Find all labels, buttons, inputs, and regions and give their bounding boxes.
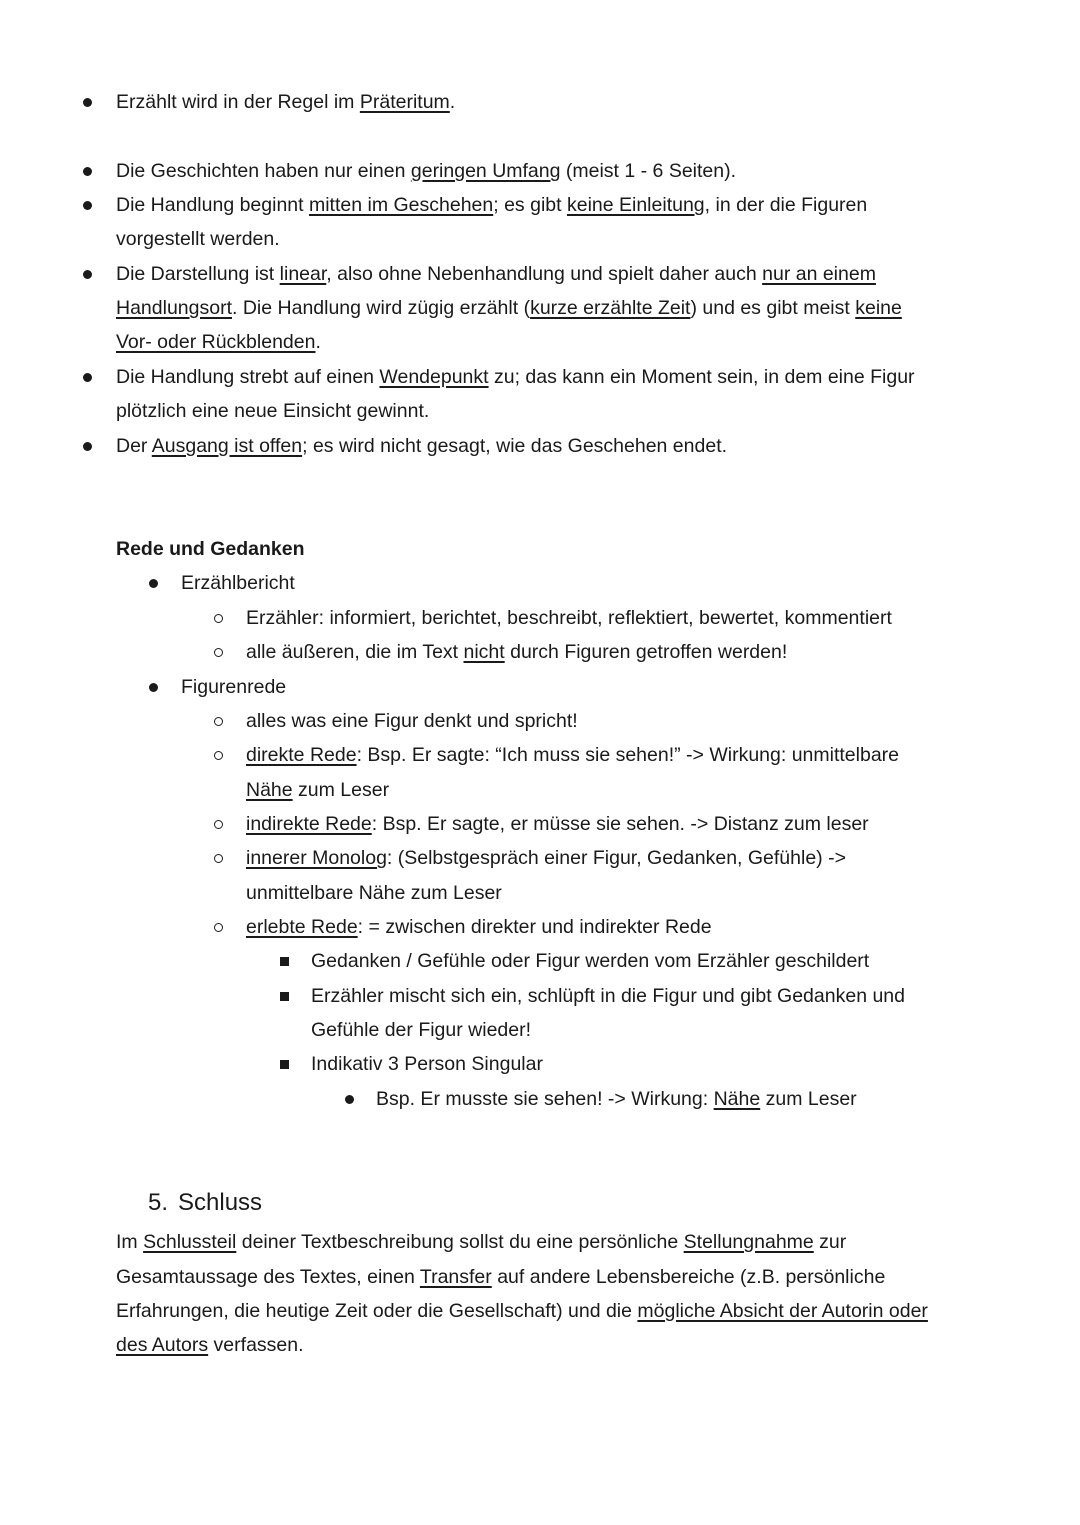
text-run: : Bsp. Er sagte: “Ich muss sie sehen!” -> Wirkung: unmittelbare [356,744,899,766]
text-run: auf andere Lebensbereiche (z.B. persönliche [491,1266,886,1288]
text-run: Die Darstellung ist [116,263,280,285]
list-item-erzaehler-mischt-line1 [311,979,905,1013]
bullet-circle-icon [214,635,223,669]
text-run: Die Geschichten haben nur einen [116,160,411,182]
underlined-term: Transfer [419,1266,492,1288]
list-item-indikativ [311,1047,543,1081]
text-run: Im [116,1231,144,1253]
text-run: verfassen. [208,1334,304,1356]
list-item-figur-denkt [246,704,578,738]
list-item-praeteritum [116,85,455,119]
list-item-gedanken-gefuehle [311,944,869,978]
list-item-direkte-rede-line1 [246,738,899,772]
heading-title: Schluss [178,1189,263,1216]
bullet-square-icon [280,979,289,1013]
underlined-term: nur an einem [762,263,876,285]
text-run: Gefühle der Figur wieder! [311,1019,532,1041]
text-run: Indikativ 3 Person Singular [311,1053,543,1075]
text-run: Der [116,435,152,457]
underlined-term: kurze erzählte Zeit [530,297,691,319]
text-run: : Bsp. Er sagte, er müsse sie sehen. -> Distanz zum leser [371,813,869,835]
list-item-darstellung-line1 [116,257,876,291]
text-run: Gedanken / Gefühle oder Figur werden vom Erzähler geschildert [311,950,870,972]
text-run: vorgestellt werden. [116,228,280,250]
list-item-darstellung-line2 [116,291,902,325]
underlined-term: erlebte Rede [246,916,358,938]
text-run: , also ohne Nebenhandlung und spielt daher auch [326,263,763,285]
list-item-wendepunkt-line2 [116,394,429,428]
list-item-erlebte-rede [246,910,712,944]
underlined-term: nicht [463,641,505,663]
list-item-beginn-line2 [116,222,280,256]
underlined-term: mögliche Absicht der Autorin oder [637,1300,928,1322]
list-item-direkte-rede-line2 [246,773,389,807]
underlined-term: linear [279,263,327,285]
list-item-bsp-musste [376,1082,857,1116]
text-run: , in der die Figuren [704,194,868,216]
text-run: : (Selbstgespräch einer Figur, Gedanken, Gefühle) -> [386,847,846,869]
text-run: ; es wird nicht gesagt, wie das Geschehen endet. [302,435,728,457]
text-run: Bsp. Er musste sie sehen! -> Wirkung: [376,1088,714,1110]
underlined-term: Nähe [713,1088,761,1110]
bullet-disc-icon [83,360,92,394]
text-run: Die Handlung strebt auf einen [116,366,380,388]
text-run: zur [813,1231,847,1253]
text-run: unmittelbare Nähe zum Leser [246,882,502,904]
underlined-term: Handlungsort [116,297,232,319]
underlined-term: geringen Umfang [410,160,561,182]
bullet-disc-icon [83,85,92,119]
schluss-paragraph-line4 [116,1328,304,1362]
underlined-term: Präteritum [359,91,450,113]
bullet-disc-icon [345,1082,354,1116]
list-item-erzaehlbericht: Erzählbericht [181,572,295,594]
bullet-disc-icon [83,257,92,291]
underlined-term: keine Einleitung [566,194,705,216]
underlined-term: Stellungnahme [683,1231,814,1253]
text-run: Erfahrungen, die heutige Zeit oder die Gesellschaft) und die [116,1300,638,1322]
underlined-term: keine [855,297,902,319]
underlined-term: Schlussteil [143,1231,237,1253]
text-run: Erzähler mischt sich ein, schlüpft in die Figur und gibt Gedanken und [311,985,905,1007]
text-run: plötzlich eine neue Einsicht gewinnt. [116,400,430,422]
list-item-umfang [116,154,736,188]
underlined-term: des Autors [116,1334,209,1356]
bullet-circle-icon [214,807,223,841]
text-run: . [315,331,321,353]
text-run: (meist 1 - 6 Seiten). [560,160,737,182]
bullet-circle-icon [214,841,223,875]
list-item-ausgang [116,429,727,463]
underlined-term: indirekte Rede [246,813,372,835]
schluss-paragraph-line2 [116,1260,885,1294]
list-item-innerer-monolog-line1 [246,841,846,875]
list-item-erzaehler-mischt-line2 [311,1013,531,1047]
bullet-disc-icon [83,429,92,463]
text-run: zum Leser [292,779,390,801]
text-run: alle äußeren, die im Text [246,641,464,663]
schluss-paragraph-line3 [116,1294,928,1328]
underlined-term: Vor- oder Rückblenden [116,331,316,353]
text-run: ; es gibt [493,194,567,216]
list-item-erzaehler [246,601,892,635]
text-run: Gesamtaussage des Textes, einen [116,1266,420,1288]
list-item-indirekte-rede [246,807,869,841]
text-run: Erzählt wird in der Regel im [116,91,360,113]
bullet-disc-icon [149,566,158,600]
bullet-square-icon [280,1047,289,1081]
bullet-square-icon [280,944,289,978]
section-heading-schluss [148,1186,262,1220]
text-run: Die Handlung beginnt [116,194,309,216]
underlined-term: direkte Rede [246,744,357,766]
list-item-aeusseren [246,635,787,669]
underlined-term: Ausgang ist offen [151,435,303,457]
list-item-figurenrede: Figurenrede [181,676,287,698]
underlined-term: Nähe [246,779,293,801]
list-item-wendepunkt-line1 [116,360,915,394]
text-run: zu; das kann ein Moment sein, in dem eine Figur [488,366,915,388]
text-run: ) und es gibt meist [690,297,856,319]
underlined-term: innerer Monolog [246,847,387,869]
bullet-circle-icon [214,704,223,738]
bullet-circle-icon [214,910,223,944]
bullet-disc-icon [149,670,158,704]
text-run: . Die Handlung wird zügig erzählt ( [232,297,531,319]
list-item-innerer-monolog-line2 [246,876,502,910]
heading-number: 5. [148,1189,169,1216]
text-run: alles was eine Figur denkt und spricht! [246,710,578,732]
bullet-circle-icon [214,601,223,635]
list-item-beginn-line1 [116,188,867,222]
bullet-disc-icon [83,154,92,188]
section-heading-rede: Rede und Gedanken [116,538,305,560]
underlined-term: Wendepunkt [379,366,489,388]
text-run: Erzähler: informiert, berichtet, beschreibt, reflektiert, bewertet, kommentiert [246,607,892,629]
underlined-term: mitten im Geschehen [308,194,494,216]
text-run: : = zwischen direkter und indirekter Rede [357,916,712,938]
text-run: . [449,91,456,113]
text-run: deiner Textbeschreibung sollst du eine persönliche [236,1231,684,1253]
bullet-disc-icon [83,188,92,222]
schluss-paragraph-line1 [116,1225,846,1259]
bullet-circle-icon [214,738,223,772]
text-run: zum Leser [760,1088,857,1110]
text-run: durch Figuren getroffen werden! [504,641,788,663]
list-item-darstellung-line3 [116,325,321,359]
